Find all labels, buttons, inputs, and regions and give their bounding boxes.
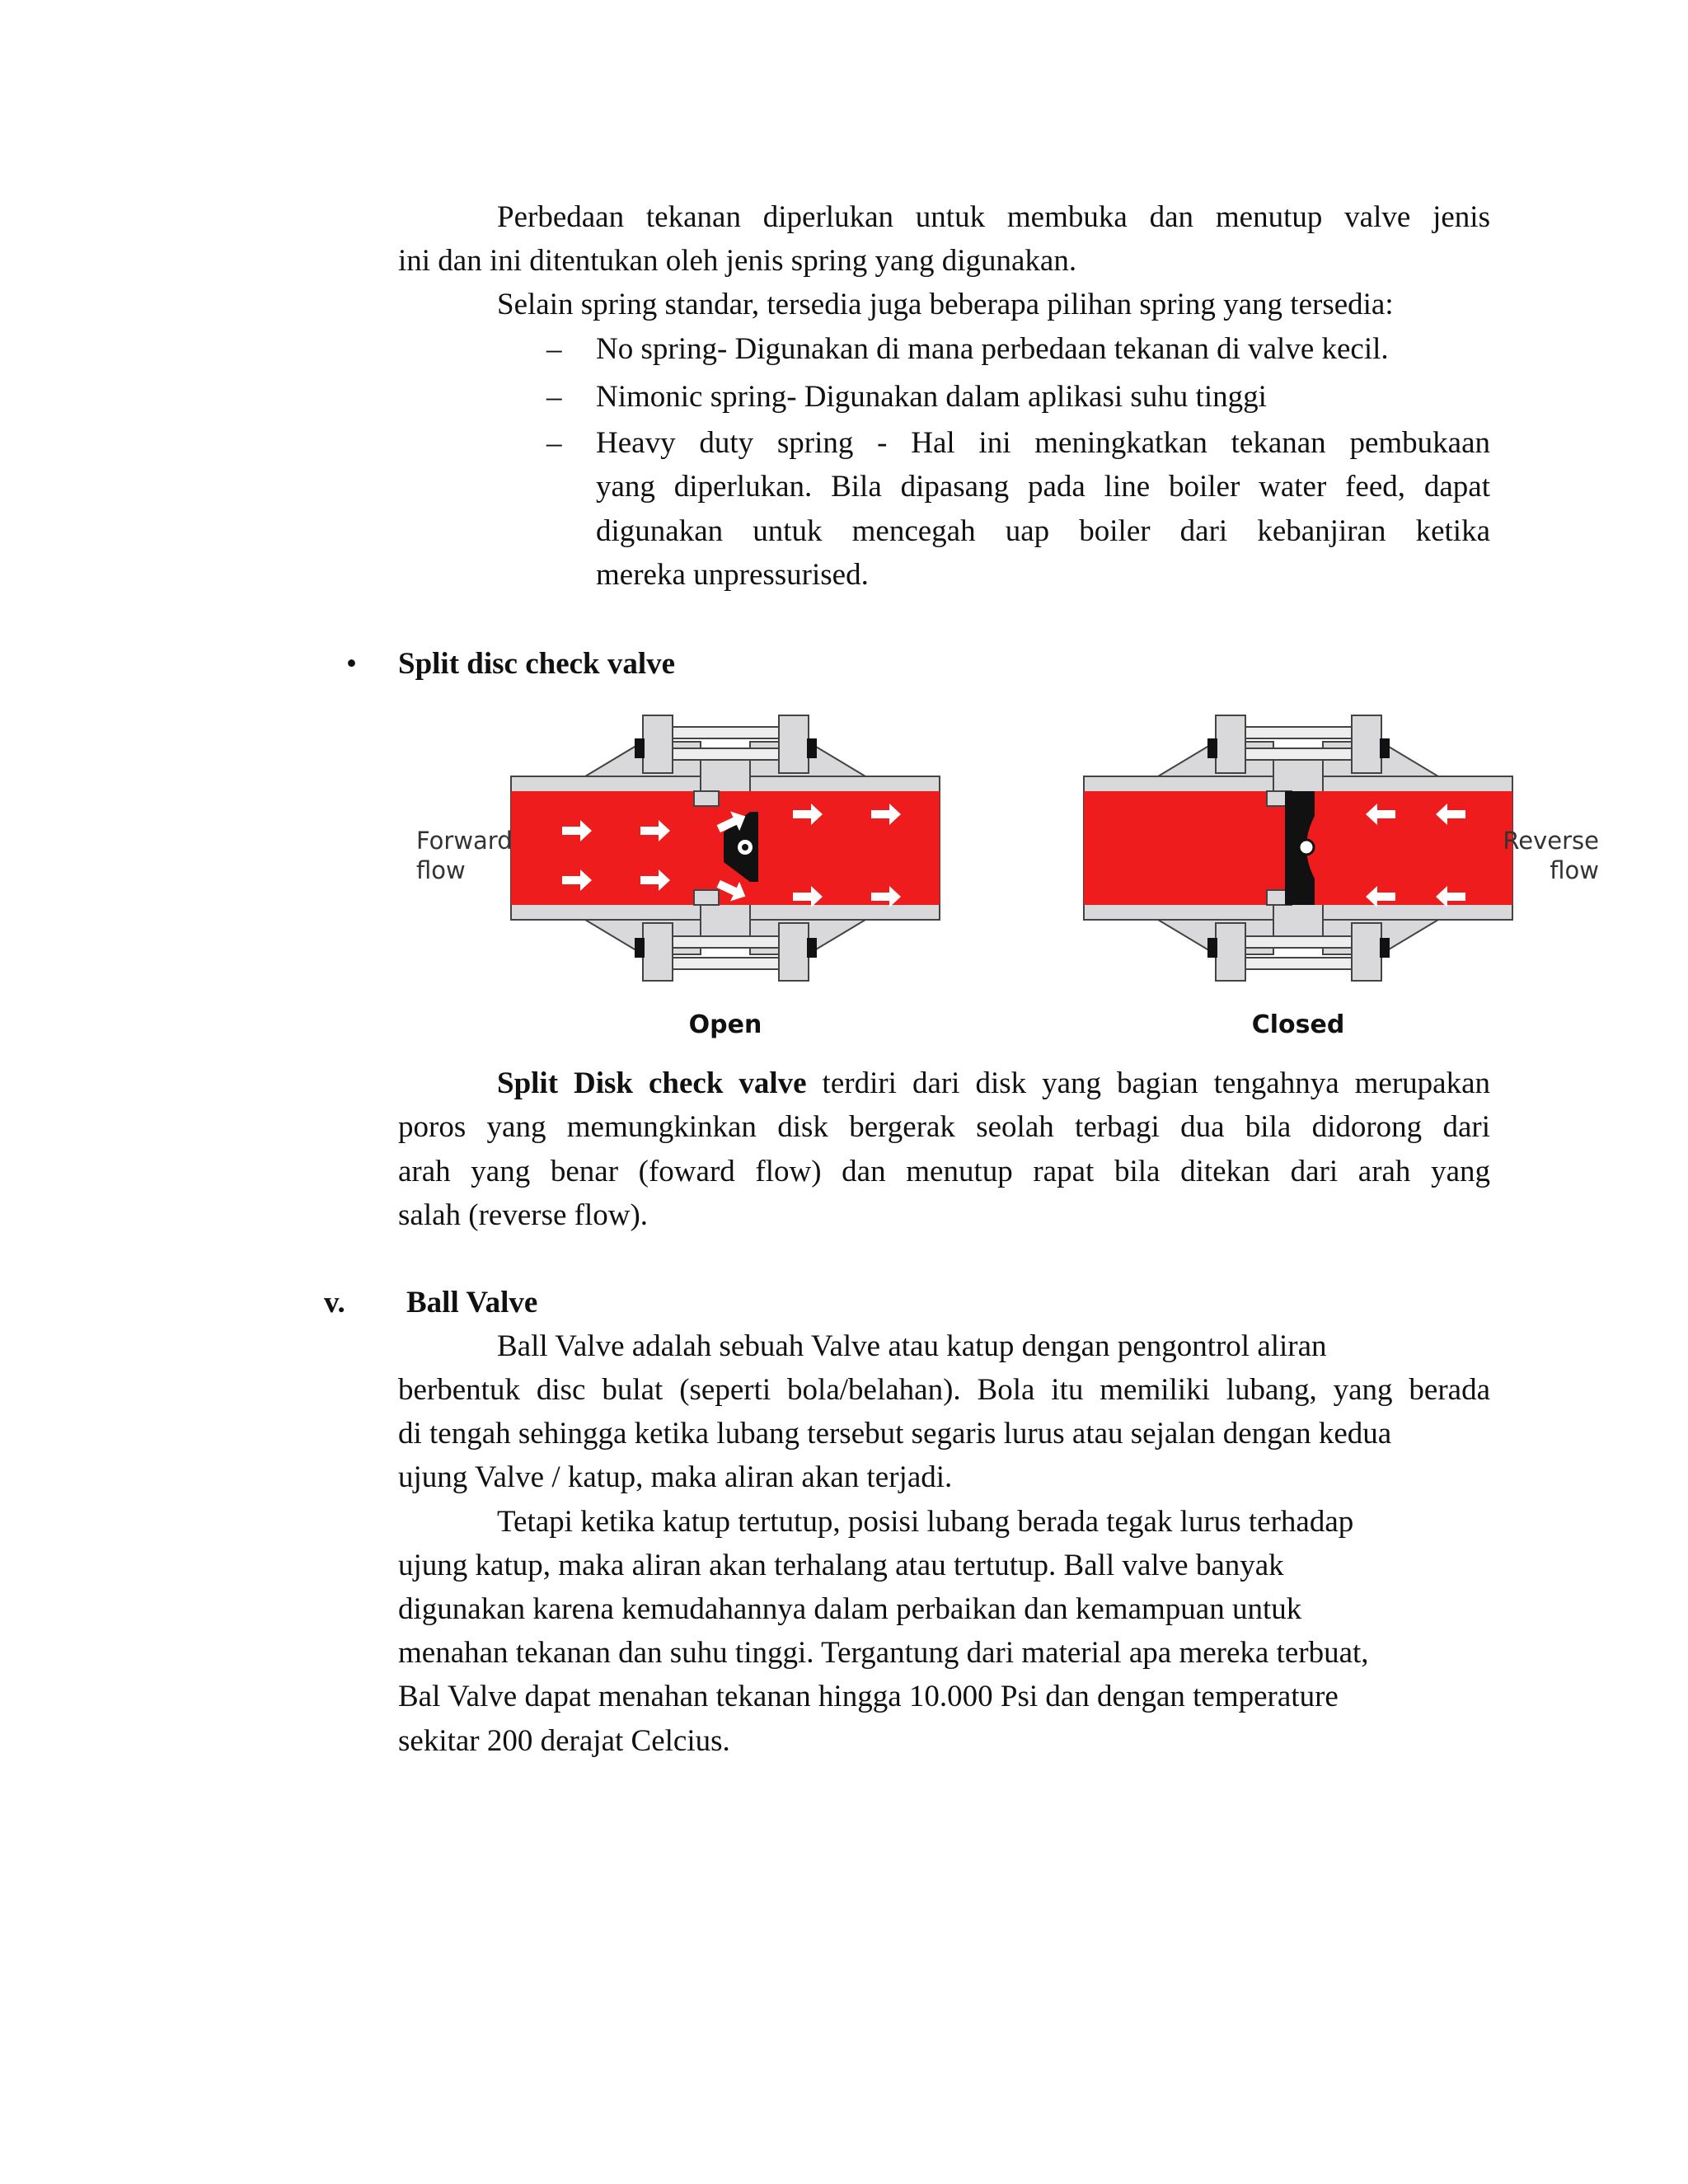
ball-valve-p2-line5: Bal Valve dapat menahan tekanan hingga 10.000 Psi dan dengan temperature bbox=[398, 1680, 1339, 1713]
reverse-flow-label-line2: flow bbox=[1550, 856, 1599, 884]
ball-valve-p1-line1: Ball Valve adalah sebuah Valve atau katup dengan pengontrol aliran bbox=[497, 1329, 1327, 1363]
list-item-heavy-duty-line4: mereka unpressurised. bbox=[596, 558, 869, 592]
intro-para1-line1: Perbedaan tekanan diperlukan untuk membuka dan menutup valve jenis bbox=[497, 200, 1490, 234]
split-disc-desc-line1-rest: terdiri dari disk yang bagian tengahnya merupakan bbox=[806, 1066, 1490, 1100]
split-disc-check-valve-diagram bbox=[404, 709, 1624, 1047]
list-item-nimonic-spring: Nimonic spring- Digunakan dalam aplikasi suhu tinggi bbox=[596, 380, 1267, 414]
ball-valve-p2-line2: ujung katup, maka aliran akan terhalang atau tertutup. Ball valve banyak bbox=[398, 1549, 1284, 1582]
open-caption: Open bbox=[688, 1010, 762, 1039]
list-dash: – bbox=[546, 426, 562, 460]
list-item-heavy-duty-line3: digunakan untuk mencegah uap boiler dari kebanjiran ketika bbox=[596, 514, 1490, 548]
closed-valve-illustration bbox=[1084, 715, 1512, 981]
split-disc-desc-line1 bbox=[497, 1062, 1490, 1105]
forward-flow-label-line1: Forward bbox=[416, 827, 513, 855]
list-item-no-spring: No spring- Digunakan di mana perbedaan tekanan di valve kecil. bbox=[596, 332, 1389, 366]
ball-valve-p1-line4: ujung Valve / katup, maka aliran akan terjadi. bbox=[398, 1460, 953, 1494]
ball-valve-p1-line2: berbentuk disc bulat (seperti bola/belahan). Bola itu memiliki lubang, yang berada bbox=[398, 1373, 1490, 1407]
bullet: • bbox=[346, 647, 357, 681]
reverse-flow-label-line1: Reverse bbox=[1503, 827, 1599, 855]
section-heading-split-disc: Split disc check valve bbox=[398, 647, 676, 681]
section-heading-ball-valve: Ball Valve bbox=[406, 1286, 538, 1319]
intro-para1-line2: ini dan ini ditentukan oleh jenis spring yang digunakan. bbox=[398, 244, 1077, 278]
section-numeral: v. bbox=[324, 1286, 345, 1319]
split-disc-desc-line2: poros yang memungkinkan disk bergerak seolah terbagi dua bila didorong dari bbox=[398, 1110, 1490, 1144]
list-item-heavy-duty-line1: Heavy duty spring - Hal ini meningkatkan tekanan pembukaan bbox=[596, 426, 1490, 460]
forward-flow-label-line2: flow bbox=[416, 856, 466, 884]
closed-caption: Closed bbox=[1251, 1010, 1345, 1039]
open-valve-illustration bbox=[511, 715, 940, 981]
list-dash: – bbox=[546, 380, 562, 414]
ball-valve-p1-line3: di tengah sehingga ketika lubang tersebut segaris lurus atau sejalan dengan kedua bbox=[398, 1417, 1392, 1451]
split-disc-desc-bold: Split Disk check valve bbox=[497, 1066, 807, 1100]
list-dash: – bbox=[546, 332, 562, 366]
split-disc-desc-line3: arah yang benar (foward flow) dan menutup rapat bila ditekan dari arah yang bbox=[398, 1155, 1490, 1188]
split-disc-desc-line4: salah (reverse flow). bbox=[398, 1198, 649, 1232]
ball-valve-p2-line1: Tetapi ketika katup tertutup, posisi lubang berada tegak lurus terhadap bbox=[497, 1505, 1354, 1539]
list-item-heavy-duty-line2: yang diperlukan. Bila dipasang pada line boiler water feed, dapat bbox=[596, 470, 1490, 504]
intro-para2: Selain spring standar, tersedia juga beberapa pilihan spring yang tersedia: bbox=[497, 288, 1394, 321]
ball-valve-p2-line6: sekitar 200 derajat Celcius. bbox=[398, 1724, 730, 1758]
ball-valve-p2-line4: menahan tekanan dan suhu tinggi. Tergantung dari material apa mereka terbuat, bbox=[398, 1636, 1369, 1670]
ball-valve-p2-line3: digunakan karena kemudahannya dalam perbaikan dan kemampuan untuk bbox=[398, 1592, 1302, 1626]
